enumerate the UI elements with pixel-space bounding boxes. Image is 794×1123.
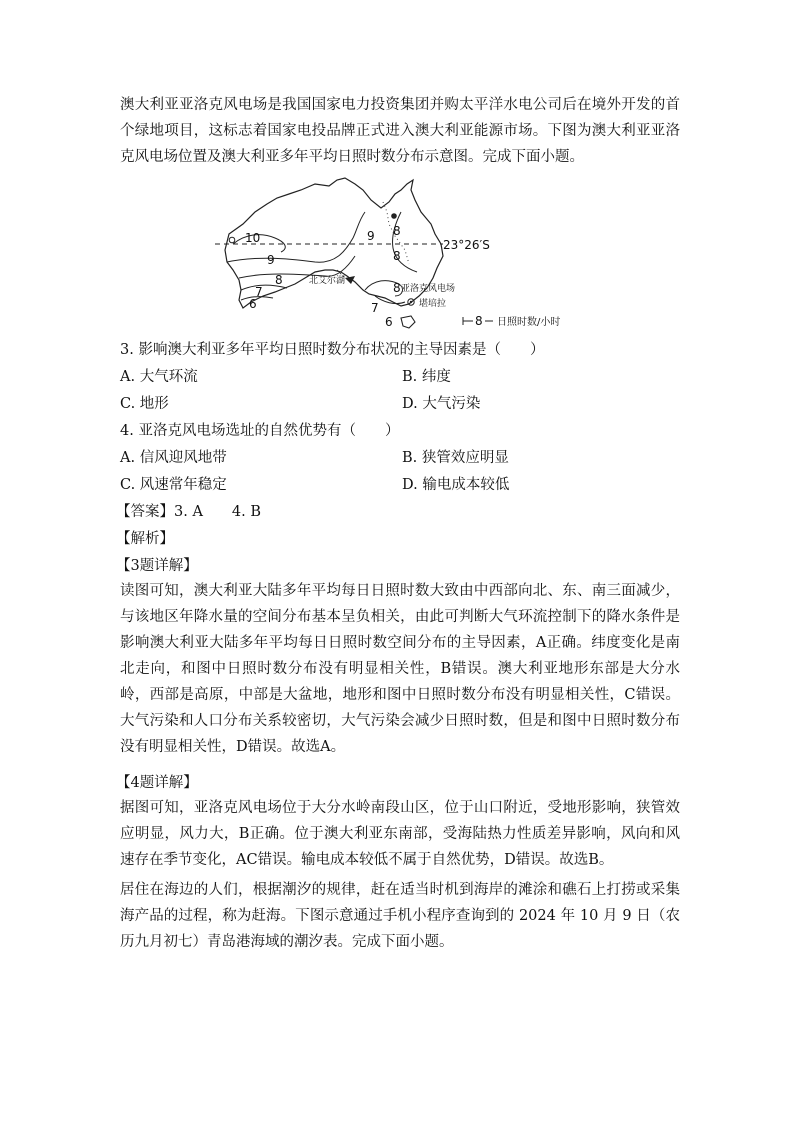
isoline-8-east [392, 212, 417, 272]
q3-detail-paragraph: 读图可知，澳大利亚大陆多年平均每日日照时数大致由中西部向北、东、南三面减少，与该地区年降水量的空间分布基本呈负相关，由此可判断大气环流控制下的降水条件是影响澳大利亚大陆多年平均每日日照时数空间分布的主导因素，A正确。纬度变化是南北走向，和图中日照时数分布没有明显相关性，B错误。澳大利亚地形东部是大分水岭，西部是高原，中部是大盆地，地形和图中日照时数分布没有明显相关性，C错误。大气污染和人口分布关系较密切，大气污染会减少日照时数，但是和图中日照时数分布没有明显相关性，D错误。故选A。 [120, 583, 680, 755]
q3-detail-heading: 【3题详解】 [116, 558, 198, 574]
answer-line: 【答案】3. A 4. B [116, 504, 262, 520]
q3-option-a: A. 大气环流 [120, 369, 198, 385]
analysis-heading: 【解析】 [116, 531, 174, 547]
lake-eyre-symbol [345, 276, 355, 284]
isoline-label-8-a: 8 [393, 224, 401, 238]
tropic-label: 23°26′S [443, 238, 490, 252]
tasmania-outline [401, 316, 415, 328]
q4-option-b: B. 狭管效应明显 [402, 450, 509, 466]
q4-detail-heading: 【4题详解】 [116, 775, 198, 791]
q4-stem: 4. 亚洛克风电场选址的自然优势有（ ） [120, 423, 400, 439]
isoline-label-9-a: 9 [367, 229, 375, 243]
isoline-label-10: 10 [245, 231, 261, 245]
isoline-label-6: 6 [249, 297, 257, 311]
q4-option-d: D. 输电成本较低 [402, 477, 510, 493]
q4-option-a: A. 信风迎风地带 [120, 450, 227, 466]
isoline-label-7: 7 [255, 285, 263, 299]
windfarm-label: 亚洛克风电场 [401, 284, 456, 294]
isoline-label-7-b: 7 [371, 301, 379, 315]
legend-value: 8 [475, 314, 483, 328]
next-intro-paragraph: 居住在海边的人们，根据潮汐的规律，赶在适当时机到海岸的滩涂和礁石上打捞或采集海产品的过程，称为赶海。下图示意通过手机小程序查询到的 2024 年 10 月 9 日（农历九月初七）青岛港海域的潮汐表。完成下面小题。 [120, 882, 680, 950]
q4-option-c: C. 风速常年稳定 [120, 477, 227, 493]
isoline-label-8-c: 8 [275, 273, 283, 287]
isoline-8-west [239, 256, 355, 278]
intro-paragraph: 澳大利亚亚洛克风电场是我国国家电力投资集团并购太平洋水电公司后在境外开发的首个绿地项目，这标志着国家电投品牌正式进入澳大利亚能源市场。下图为澳大利亚亚洛克风电场位置及澳大利亚多年平均日照时数分布示意图。完成下面小题。 [120, 97, 680, 165]
q3-option-d: D. 大气污染 [402, 396, 481, 412]
west-city-marker [229, 237, 235, 243]
q3-option-b: B. 纬度 [402, 369, 451, 385]
isoline-label-9-b: 9 [267, 253, 275, 267]
australia-sunshine-map [205, 172, 595, 332]
lake-label: 北艾尔湖 [309, 276, 346, 286]
q3-stem: 3. 影响澳大利亚多年平均日照时数分布状况的主导因素是（ ） [120, 342, 545, 358]
isoline-label-6-b: 6 [385, 315, 393, 329]
q4-detail-paragraph: 据图可知，亚洛克风电场位于大分水岭南段山区，位于山口附近，受地形影响，狭管效应明显，风力大，B正确。位于澳大利亚东南部，受海陆热力性质差异影响，风向和风速存在季节变化，AC错误。输电成本较低不属于自然优势，D错误。故选B。 [120, 800, 680, 868]
legend-text: 日照时数/小时 [497, 317, 561, 328]
northeast-city-marker [391, 213, 397, 219]
isoline-label-8-b: 8 [393, 249, 401, 263]
isoline-label-8-d: 8 [393, 281, 401, 295]
q3-option-c: C. 地形 [120, 396, 169, 412]
windfarm-marker-dot [410, 301, 412, 303]
city-label: 堪培拉 [419, 299, 447, 309]
